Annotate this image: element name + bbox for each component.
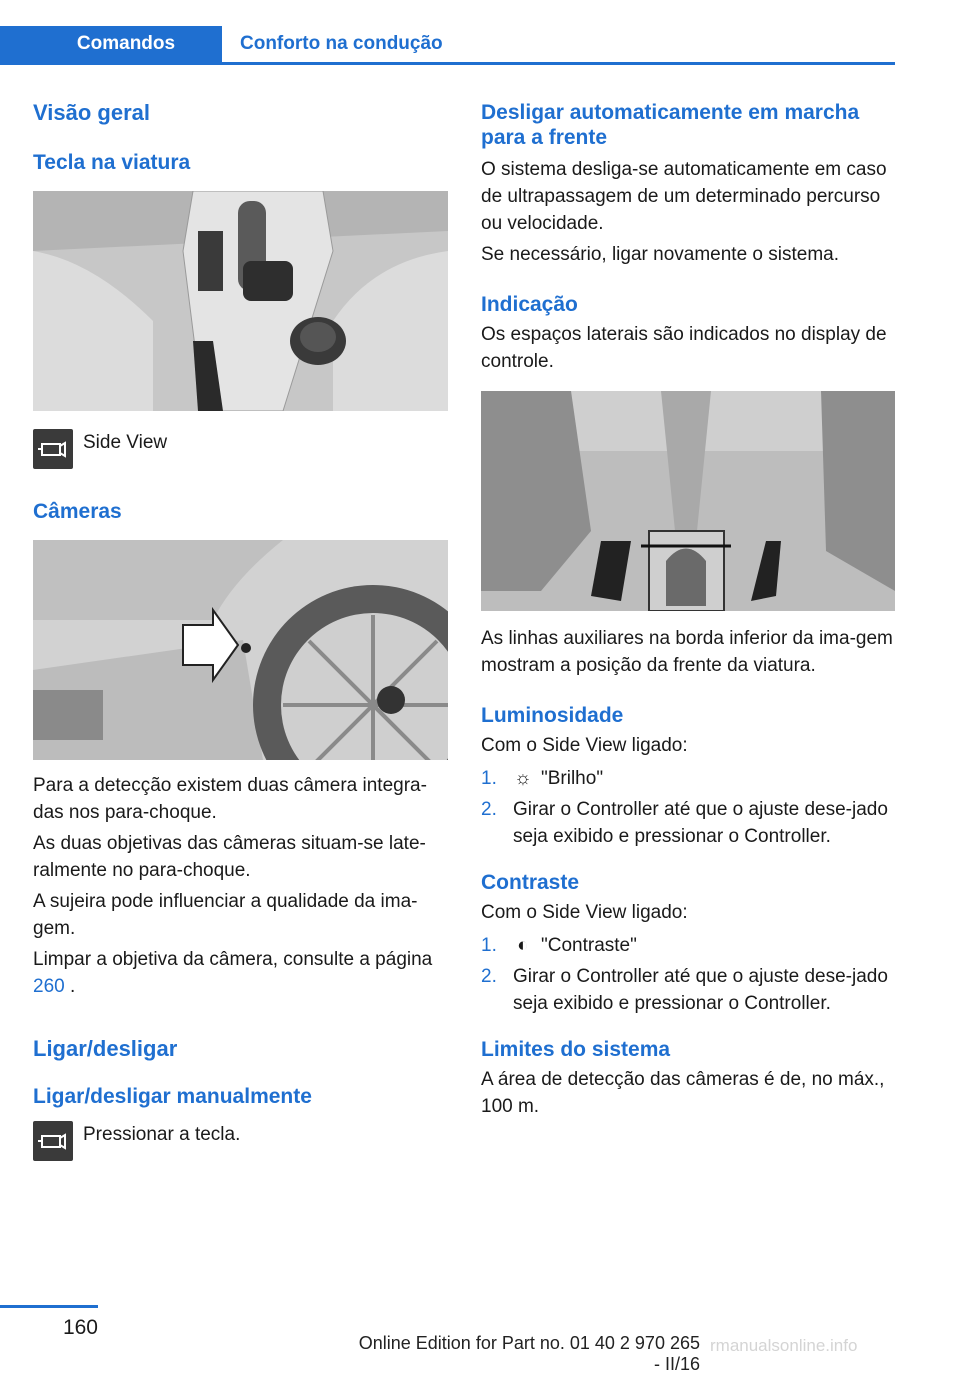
sun-icon: ☼: [514, 768, 532, 789]
key-press-row: [33, 1121, 448, 1161]
list-item: 2. Girar o Controller até que o ajuste dese-jado seja exibido e pressionar o Controller.: [481, 799, 888, 847]
heading-contrast: Contraste: [481, 871, 580, 894]
brightness-steps: [481, 765, 895, 850]
para-aux-lines: As linhas auxiliares na borda inferior da ima-gem mostram a posição da frente da viatura.: [481, 628, 893, 676]
heading-brightness: Luminosidade: [481, 704, 624, 727]
left-column: [33, 100, 448, 1161]
heading-indication: Indicação: [481, 293, 578, 316]
side-view-camera-icon[interactable]: [33, 429, 73, 469]
contrast-steps: [481, 932, 895, 1017]
para-auto-1: O sistema desliga-se automaticamente em caso de ultrapassagem de um determinado percurso ou velocidade.: [481, 159, 887, 234]
side-view-camera-icon[interactable]: [33, 1121, 73, 1161]
page-number: 160: [62, 1316, 98, 1339]
tab-conforto[interactable]: Conforto na condução: [240, 33, 443, 54]
list-item: 1. ◐ "Contraste": [481, 932, 895, 959]
para-cameras-3: A sujeira pode influenciar a qualidade da ima-gem.: [33, 891, 418, 939]
heading-cameras: Câmeras: [33, 500, 122, 523]
list-item: 2. Girar o Controller até que o ajuste dese-jado seja exibido e pressionar o Controller.: [481, 966, 888, 1014]
heading-onoff: Ligar/desligar: [33, 1036, 178, 1061]
footer-rule: [0, 1305, 98, 1308]
heading-limits: Limites do sistema: [481, 1038, 671, 1061]
heading-overview: Visão geral: [33, 100, 150, 125]
para-limits: A área de detecção das câmeras é de, no máx., 100 m.: [481, 1069, 885, 1117]
half-circle-icon: ◐: [517, 935, 529, 956]
header-tabbar: [0, 26, 895, 65]
para-auto-2: Se necessário, ligar novamente o sistema.: [481, 244, 840, 265]
key-press-label: Pressionar a tecla.: [83, 1124, 241, 1145]
figure-camera-location: [33, 540, 448, 760]
page-link-260[interactable]: 260: [33, 976, 65, 997]
para-cameras-4: Limpar a objetiva da câmera, consulte a página 260 .: [33, 949, 433, 997]
key-side-view-row: [33, 429, 448, 469]
heading-button: Tecla na viatura: [33, 151, 191, 174]
para-cameras-1: Para a detecção existem duas câmera integra-das nos para-choque.: [33, 775, 427, 823]
heading-manual: Ligar/desligar manualmente: [33, 1085, 312, 1108]
figure-display-view: [481, 391, 895, 611]
para-cameras-2: As duas objetivas das câmeras situam-se late-ralmente no para-choque.: [33, 833, 426, 881]
figure-vehicle-console: [33, 191, 448, 411]
key-side-view-label: Side View: [83, 432, 168, 453]
right-column: [481, 100, 895, 1120]
para-indication: Os espaços laterais são indicados no display de controle.: [481, 324, 887, 372]
tab-comandos[interactable]: Comandos: [0, 26, 222, 62]
heading-auto-off: Desligar automaticamente em marcha para a frente: [481, 101, 860, 149]
watermark: rmanualsonline.info: [710, 1336, 858, 1355]
edition-text: Online Edition for Part no. 01 40 2 970 265 - II/16: [358, 1333, 700, 1374]
para-brightness: Com o Side View ligado:: [481, 735, 688, 756]
para-contrast: Com o Side View ligado:: [481, 902, 688, 923]
list-item: 1. ☼ "Brilho": [481, 765, 895, 792]
